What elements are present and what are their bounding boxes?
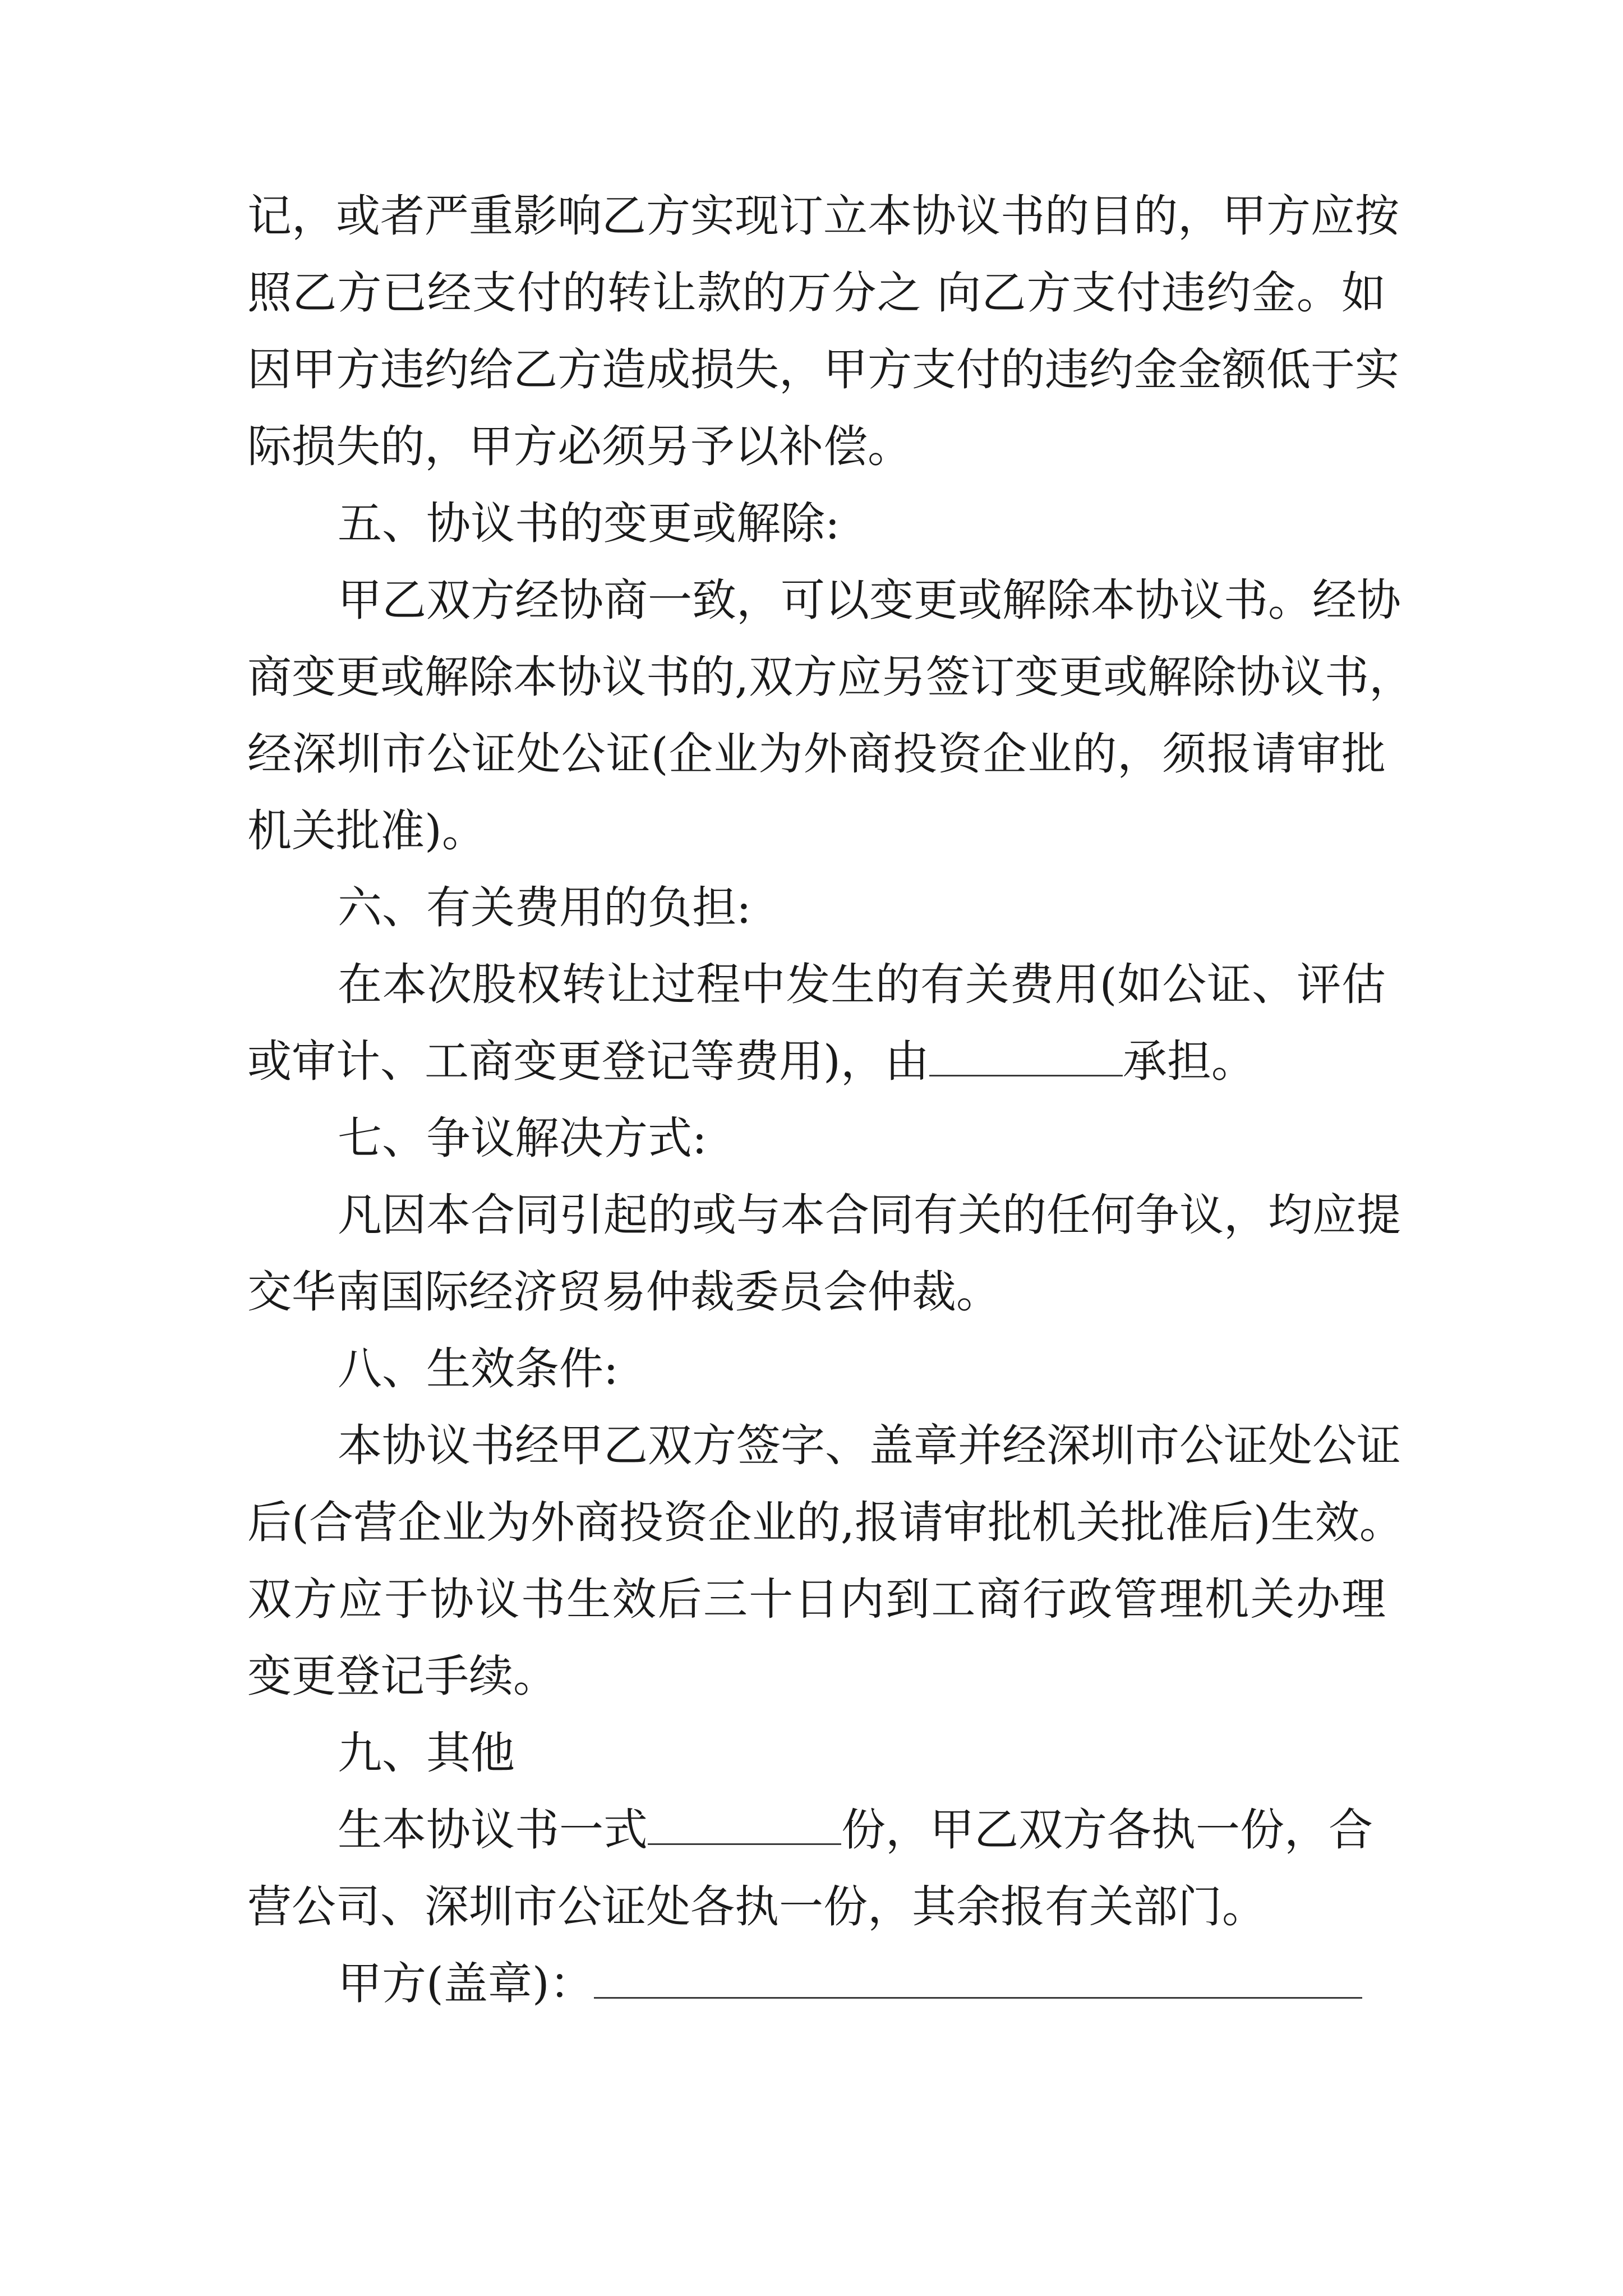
paragraph-line: 甲乙双方经协商一致，可以变更或解除本协议书。经协 (338, 574, 1401, 626)
party-a-seal-blank[interactable] (594, 1958, 1362, 1999)
paragraph-line-with-blank (338, 1799, 1386, 1861)
paragraph-line: 交华南国际经济贸易仲裁委员会仲裁。 (247, 1266, 1000, 1318)
paragraph-line: 际损失的，甲方必须另予以补偿。 (247, 421, 912, 472)
paragraph-line: 凡因本合同引起的或与本合同有关的任何争议，均应提 (338, 1189, 1401, 1241)
section-heading-6: 六、有关费用的负担: (338, 882, 751, 933)
paragraph-line: 照乙方已经支付的转让款的万分之 向乙方支付违约金。如 (247, 267, 1386, 319)
line-text: 承担。 (1122, 1036, 1256, 1087)
section-heading-7: 七、争议解决方式: (338, 1112, 707, 1164)
paragraph-line: 商变更或解除本协议书的,双方应另签订变更或解除协议书， (247, 651, 1414, 703)
copies-count-blank[interactable] (648, 1804, 841, 1845)
paragraph-line: 双方应于协议书生效后三十日内到工商行政管理机关办理 (247, 1573, 1386, 1625)
section-heading-8: 八、生效条件: (338, 1343, 619, 1395)
paragraph-line: 后(合营企业为外商投资企业的,报请审批机关批准后)生效。 (247, 1497, 1404, 1548)
paragraph-line: 记，或者严重影响乙方实现订立本协议书的目的，甲方应按 (247, 190, 1399, 242)
line-text: 生本协议书一式 (338, 1804, 648, 1856)
paragraph-line: 经深圳市公证处公证(企业为外商投资企业的，须报请审批 (247, 728, 1386, 780)
section-heading-5: 五、协议书的变更或解除: (338, 498, 840, 549)
paragraph-line: 在本次股权转让过程中发生的有关费用(如公证、评估 (338, 959, 1386, 1010)
line-text: 或审计、工商变更登记等费用)，由 (247, 1036, 929, 1087)
paragraph-line-with-blank (247, 1030, 1386, 1092)
party-a-signature-line (338, 1953, 1386, 2014)
paragraph-line: 机关批准)。 (247, 805, 486, 857)
line-text: 份，甲乙双方各执一份，合 (841, 1804, 1373, 1856)
paragraph-line: 变更登记手续。 (247, 1650, 557, 1702)
paragraph-line: 营公司、深圳市公证处各执一份，其余报有关部门。 (247, 1881, 1266, 1932)
party-a-label: 甲方(盖章)： (338, 1958, 594, 2009)
section-heading-9: 九、其他 (338, 1727, 515, 1779)
paragraph-line: 本协议书经甲乙双方签字、盖章并经深圳市公证处公证 (338, 1420, 1401, 1471)
fee-bearer-blank[interactable] (929, 1036, 1123, 1076)
paragraph-line: 因甲方违约给乙方造成损失，甲方支付的违约金金额低于实 (247, 344, 1399, 395)
